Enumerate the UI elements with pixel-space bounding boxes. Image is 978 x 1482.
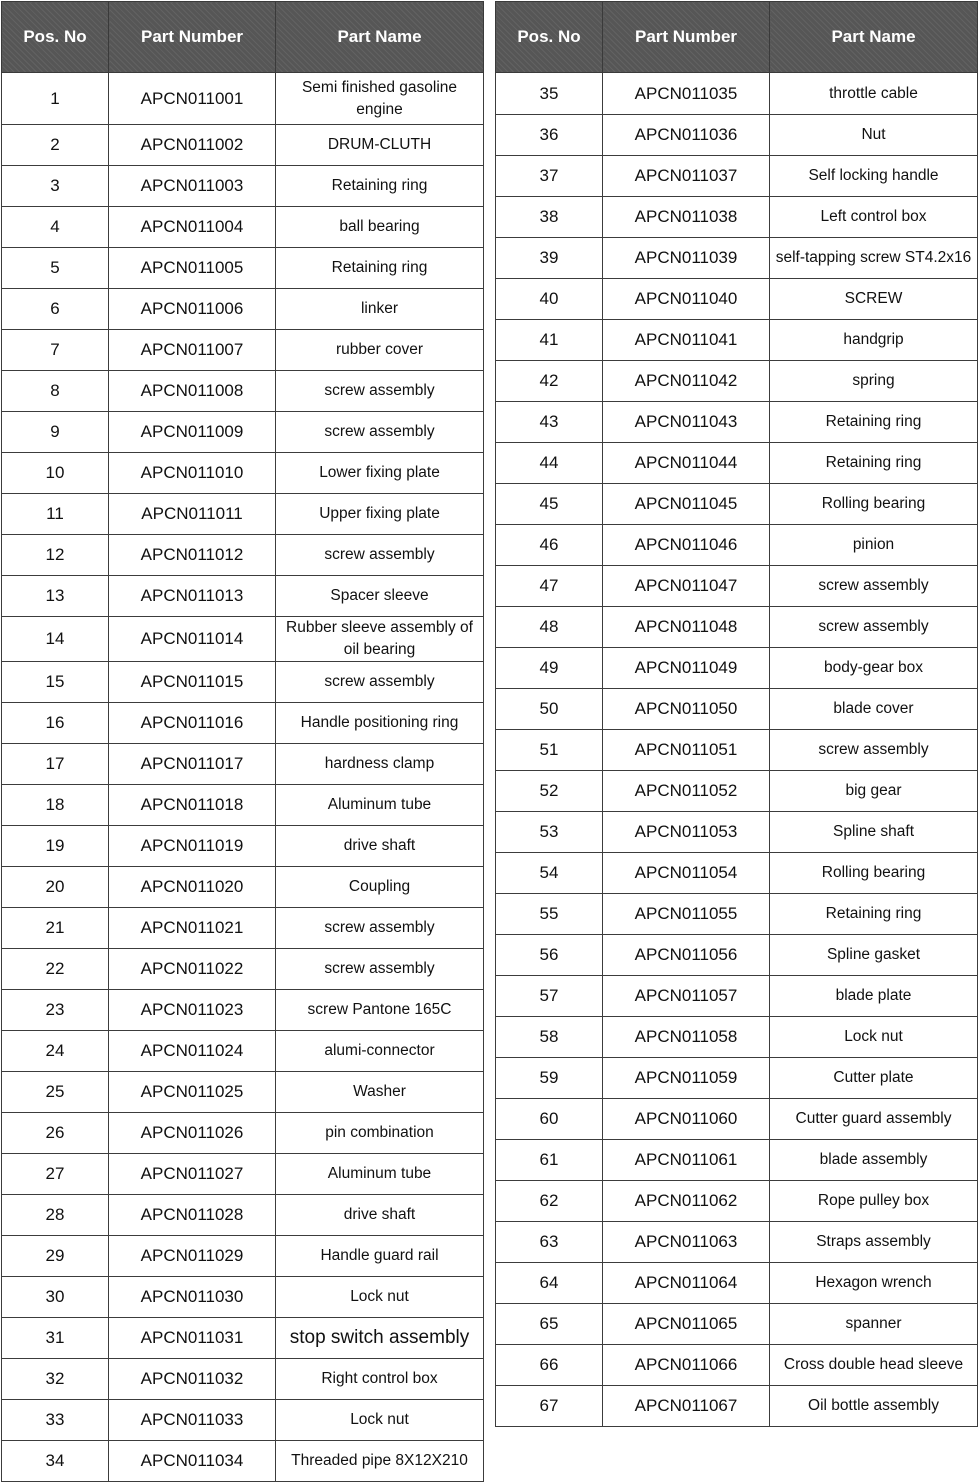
part-name-cell: Lock nut [276,1277,484,1318]
header-row [496,2,978,73]
part-name-cell: hardness clamp [276,744,484,785]
part-name-cell: Hexagon wrench [770,1263,978,1304]
part-name-cell: Lock nut [276,1400,484,1441]
pos-no-cell: 60 [496,1099,603,1140]
table-row [496,976,978,1017]
table-row [2,1154,484,1195]
part-name-cell: screw assembly [276,908,484,949]
part-name-cell: rubber cover [276,330,484,371]
part-number-cell: APCN011045 [603,484,770,525]
pos-no-cell: 34 [2,1441,109,1482]
part-name-cell: screw Pantone 165C [276,990,484,1031]
table-row [496,853,978,894]
part-number-cell: APCN011017 [109,744,276,785]
pos-no-cell: 30 [2,1277,109,1318]
pos-no-cell: 27 [2,1154,109,1195]
pos-no-cell: 62 [496,1181,603,1222]
table-row [2,412,484,453]
part-number-cell: APCN011025 [109,1072,276,1113]
table-row [2,330,484,371]
pos-no-cell: 41 [496,320,603,361]
table-row [496,197,978,238]
part-number-cell: APCN011003 [109,166,276,207]
pos-no-cell: 59 [496,1058,603,1099]
header-part-number: Part Number [109,2,276,73]
table-row [496,566,978,607]
pos-no-cell: 53 [496,812,603,853]
part-number-cell: APCN011013 [109,576,276,617]
part-number-cell: APCN011006 [109,289,276,330]
table-row [496,484,978,525]
part-name-cell: Lower fixing plate [276,453,484,494]
pos-no-cell: 13 [2,576,109,617]
part-number-cell: APCN011008 [109,371,276,412]
pos-no-cell: 6 [2,289,109,330]
pos-no-cell: 35 [496,73,603,115]
pos-no-cell: 43 [496,402,603,443]
part-number-cell: APCN011055 [603,894,770,935]
table-row [2,1031,484,1072]
table-row [496,812,978,853]
part-name-cell: screw assembly [770,566,978,607]
part-name-cell: blade plate [770,976,978,1017]
part-number-cell: APCN011056 [603,935,770,976]
part-number-cell: APCN011063 [603,1222,770,1263]
table-row [2,166,484,207]
part-name-cell: drive shaft [276,1195,484,1236]
part-name-cell: Threaded pipe 8X12X210 [276,1441,484,1482]
table-row [2,576,484,617]
part-number-cell: APCN011037 [603,156,770,197]
table-row [2,1236,484,1277]
pos-no-cell: 3 [2,166,109,207]
pos-no-cell: 61 [496,1140,603,1181]
pos-no-cell: 20 [2,867,109,908]
table-row [2,1400,484,1441]
part-number-cell: APCN011052 [603,771,770,812]
pos-no-cell: 57 [496,976,603,1017]
pos-no-cell: 51 [496,730,603,771]
part-name-cell: Cross double head sleeve [770,1345,978,1386]
part-name-cell: screw assembly [276,662,484,703]
part-number-cell: APCN011066 [603,1345,770,1386]
table-row [2,703,484,744]
part-name-cell: drive shaft [276,826,484,867]
part-number-cell: APCN011060 [603,1099,770,1140]
part-name-cell: Rope pulley box [770,1181,978,1222]
part-number-cell: APCN011054 [603,853,770,894]
pos-no-cell: 29 [2,1236,109,1277]
part-number-cell: APCN011050 [603,689,770,730]
table-row [496,894,978,935]
part-number-cell: APCN011022 [109,949,276,990]
part-number-cell: APCN011004 [109,207,276,248]
part-name-cell: Lock nut [770,1017,978,1058]
table-row [496,320,978,361]
part-name-cell: Handle positioning ring [276,703,484,744]
pos-no-cell: 37 [496,156,603,197]
part-name-cell: screw assembly [276,371,484,412]
part-name-cell: Self locking handle [770,156,978,197]
table-row [2,207,484,248]
pos-no-cell: 8 [2,371,109,412]
part-number-cell: APCN011018 [109,785,276,826]
pos-no-cell: 54 [496,853,603,894]
pos-no-cell: 14 [2,617,109,662]
table-row [2,125,484,166]
part-number-cell: APCN011002 [109,125,276,166]
pos-no-cell: 64 [496,1263,603,1304]
pos-no-cell: 46 [496,525,603,566]
part-name-cell: Aluminum tube [276,785,484,826]
part-name-cell: screw assembly [276,949,484,990]
pos-no-cell: 31 [2,1318,109,1359]
part-name-cell: Spacer sleeve [276,576,484,617]
pos-no-cell: 18 [2,785,109,826]
part-name-cell: Rolling bearing [770,853,978,894]
table-row [2,1441,484,1482]
part-number-cell: APCN011044 [603,443,770,484]
table-row [2,1318,484,1359]
part-number-cell: APCN011027 [109,1154,276,1195]
part-number-cell: APCN011021 [109,908,276,949]
part-number-cell: APCN011047 [603,566,770,607]
table-row [496,279,978,320]
parts-table-right [495,1,978,1427]
table-row [496,156,978,197]
table-row [2,371,484,412]
part-name-cell: Retaining ring [770,402,978,443]
part-name-cell: Rubber sleeve assembly of oil bearing [276,617,484,662]
pos-no-cell: 24 [2,1031,109,1072]
part-number-cell: APCN011024 [109,1031,276,1072]
part-number-cell: APCN011057 [603,976,770,1017]
part-name-cell: screw assembly [770,730,978,771]
pos-no-cell: 16 [2,703,109,744]
pos-no-cell: 22 [2,949,109,990]
pos-no-cell: 28 [2,1195,109,1236]
table-row [2,1195,484,1236]
table-row [496,1017,978,1058]
part-number-cell: APCN011014 [109,617,276,662]
table-row [496,1304,978,1345]
table-row [2,535,484,576]
table-row [2,744,484,785]
part-name-cell: spring [770,361,978,402]
part-number-cell: APCN011019 [109,826,276,867]
table-row [496,648,978,689]
pos-no-cell: 7 [2,330,109,371]
pos-no-cell: 21 [2,908,109,949]
table-row [496,1181,978,1222]
pos-no-cell: 58 [496,1017,603,1058]
pos-no-cell: 25 [2,1072,109,1113]
part-number-cell: APCN011032 [109,1359,276,1400]
part-number-cell: APCN011041 [603,320,770,361]
part-name-cell: Handle guard rail [276,1236,484,1277]
pos-no-cell: 47 [496,566,603,607]
part-number-cell: APCN011049 [603,648,770,689]
part-number-cell: APCN011012 [109,535,276,576]
header-part-name: Part Name [276,2,484,73]
pos-no-cell: 50 [496,689,603,730]
pos-no-cell: 67 [496,1386,603,1427]
part-number-cell: APCN011043 [603,402,770,443]
part-number-cell: APCN011030 [109,1277,276,1318]
part-name-cell: blade assembly [770,1140,978,1181]
part-name-cell: pinion [770,525,978,566]
part-name-cell: Coupling [276,867,484,908]
table-row [496,1263,978,1304]
pos-no-cell: 55 [496,894,603,935]
part-number-cell: APCN011033 [109,1400,276,1441]
table-row [496,73,978,115]
part-number-cell: APCN011053 [603,812,770,853]
pos-no-cell: 4 [2,207,109,248]
part-number-cell: APCN011040 [603,279,770,320]
table-row [2,867,484,908]
part-number-cell: APCN011059 [603,1058,770,1099]
pos-no-cell: 39 [496,238,603,279]
parts-rows-right [496,73,978,1427]
pos-no-cell: 56 [496,935,603,976]
part-name-cell: big gear [770,771,978,812]
table-row [2,662,484,703]
part-name-cell: pin combination [276,1113,484,1154]
part-name-cell: body-gear box [770,648,978,689]
table-row [496,689,978,730]
part-number-cell: APCN011042 [603,361,770,402]
pos-no-cell: 36 [496,115,603,156]
pos-no-cell: 15 [2,662,109,703]
table-row [496,1140,978,1181]
part-number-cell: APCN011067 [603,1386,770,1427]
part-number-cell: APCN011031 [109,1318,276,1359]
part-name-cell: Right control box [276,1359,484,1400]
table-row [496,1345,978,1386]
part-name-cell: Spline shaft [770,812,978,853]
part-name-cell: spanner [770,1304,978,1345]
part-name-cell: Retaining ring [770,443,978,484]
pos-no-cell: 40 [496,279,603,320]
part-name-cell: Nut [770,115,978,156]
table-row [496,443,978,484]
table-row [2,785,484,826]
table-row [2,289,484,330]
part-name-cell: stop switch assembly [276,1318,484,1359]
part-name-cell: Oil bottle assembly [770,1386,978,1427]
pos-no-cell: 9 [2,412,109,453]
pos-no-cell: 12 [2,535,109,576]
part-number-cell: APCN011034 [109,1441,276,1482]
part-number-cell: APCN011023 [109,990,276,1031]
pos-no-cell: 11 [2,494,109,535]
table-row [2,908,484,949]
part-number-cell: APCN011061 [603,1140,770,1181]
pos-no-cell: 23 [2,990,109,1031]
part-name-cell: screw assembly [276,535,484,576]
table-row [2,1359,484,1400]
part-number-cell: APCN011015 [109,662,276,703]
part-name-cell: Cutter plate [770,1058,978,1099]
pos-no-cell: 1 [2,73,109,125]
pos-no-cell: 63 [496,1222,603,1263]
table-row [2,73,484,125]
pos-no-cell: 33 [2,1400,109,1441]
part-name-cell: Upper fixing plate [276,494,484,535]
part-name-cell: throttle cable [770,73,978,115]
header-part-name: Part Name [770,2,978,73]
table-row [2,248,484,289]
part-name-cell: ball bearing [276,207,484,248]
part-number-cell: APCN011048 [603,607,770,648]
pos-no-cell: 5 [2,248,109,289]
part-name-cell: Aluminum tube [276,1154,484,1195]
part-name-cell: Left control box [770,197,978,238]
table-row [496,402,978,443]
pos-no-cell: 49 [496,648,603,689]
part-number-cell: APCN011005 [109,248,276,289]
part-name-cell: Retaining ring [276,248,484,289]
table-row [496,607,978,648]
part-number-cell: APCN011007 [109,330,276,371]
part-number-cell: APCN011064 [603,1263,770,1304]
table-row [496,525,978,566]
part-name-cell: Rolling bearing [770,484,978,525]
pos-no-cell: 42 [496,361,603,402]
table-row [496,730,978,771]
table-row [496,1386,978,1427]
part-number-cell: APCN011046 [603,525,770,566]
pos-no-cell: 10 [2,453,109,494]
part-number-cell: APCN011051 [603,730,770,771]
header-row [2,2,484,73]
pos-no-cell: 38 [496,197,603,238]
pos-no-cell: 52 [496,771,603,812]
part-number-cell: APCN011010 [109,453,276,494]
part-name-cell: alumi-connector [276,1031,484,1072]
table-row [496,238,978,279]
part-name-cell: linker [276,289,484,330]
pos-no-cell: 2 [2,125,109,166]
pos-no-cell: 45 [496,484,603,525]
part-number-cell: APCN011065 [603,1304,770,1345]
table-row [2,617,484,662]
part-number-cell: APCN011011 [109,494,276,535]
pos-no-cell: 44 [496,443,603,484]
part-name-cell: Spline gasket [770,935,978,976]
part-number-cell: APCN011039 [603,238,770,279]
pos-no-cell: 32 [2,1359,109,1400]
table-row [496,1099,978,1140]
part-name-cell: DRUM-CLUTH [276,125,484,166]
table-row [2,1113,484,1154]
pos-no-cell: 65 [496,1304,603,1345]
table-row [2,494,484,535]
parts-rows-left [2,73,484,1482]
part-number-cell: APCN011029 [109,1236,276,1277]
header-part-number: Part Number [603,2,770,73]
pos-no-cell: 48 [496,607,603,648]
part-name-cell: screw assembly [770,607,978,648]
table-row [496,935,978,976]
part-name-cell: Retaining ring [276,166,484,207]
part-name-cell: screw assembly [276,412,484,453]
parts-table-left [1,1,484,1482]
table-row [496,1222,978,1263]
part-name-cell: Semi finished gasoline engine [276,73,484,125]
table-row [2,949,484,990]
part-number-cell: APCN011020 [109,867,276,908]
table-row [496,771,978,812]
table-row [2,453,484,494]
part-name-cell: blade cover [770,689,978,730]
table-row [2,990,484,1031]
part-number-cell: APCN011001 [109,73,276,125]
part-number-cell: APCN011035 [603,73,770,115]
header-pos-no: Pos. No [2,2,109,73]
part-number-cell: APCN011038 [603,197,770,238]
part-name-cell: Retaining ring [770,894,978,935]
table-row [496,1058,978,1099]
table-row [496,115,978,156]
part-number-cell: APCN011028 [109,1195,276,1236]
pos-no-cell: 66 [496,1345,603,1386]
pos-no-cell: 17 [2,744,109,785]
part-number-cell: APCN011026 [109,1113,276,1154]
part-number-cell: APCN011016 [109,703,276,744]
header-pos-no: Pos. No [496,2,603,73]
part-number-cell: APCN011058 [603,1017,770,1058]
part-number-cell: APCN011009 [109,412,276,453]
table-row [496,361,978,402]
part-number-cell: APCN011062 [603,1181,770,1222]
part-number-cell: APCN011036 [603,115,770,156]
part-name-cell: handgrip [770,320,978,361]
table-row [2,826,484,867]
pos-no-cell: 19 [2,826,109,867]
table-row [2,1277,484,1318]
table-row [2,1072,484,1113]
part-name-cell: Straps assembly [770,1222,978,1263]
part-name-cell: Cutter guard assembly [770,1099,978,1140]
pos-no-cell: 26 [2,1113,109,1154]
part-name-cell: SCREW [770,279,978,320]
part-name-cell: Washer [276,1072,484,1113]
part-name-cell: self-tapping screw ST4.2x16 [770,238,978,279]
